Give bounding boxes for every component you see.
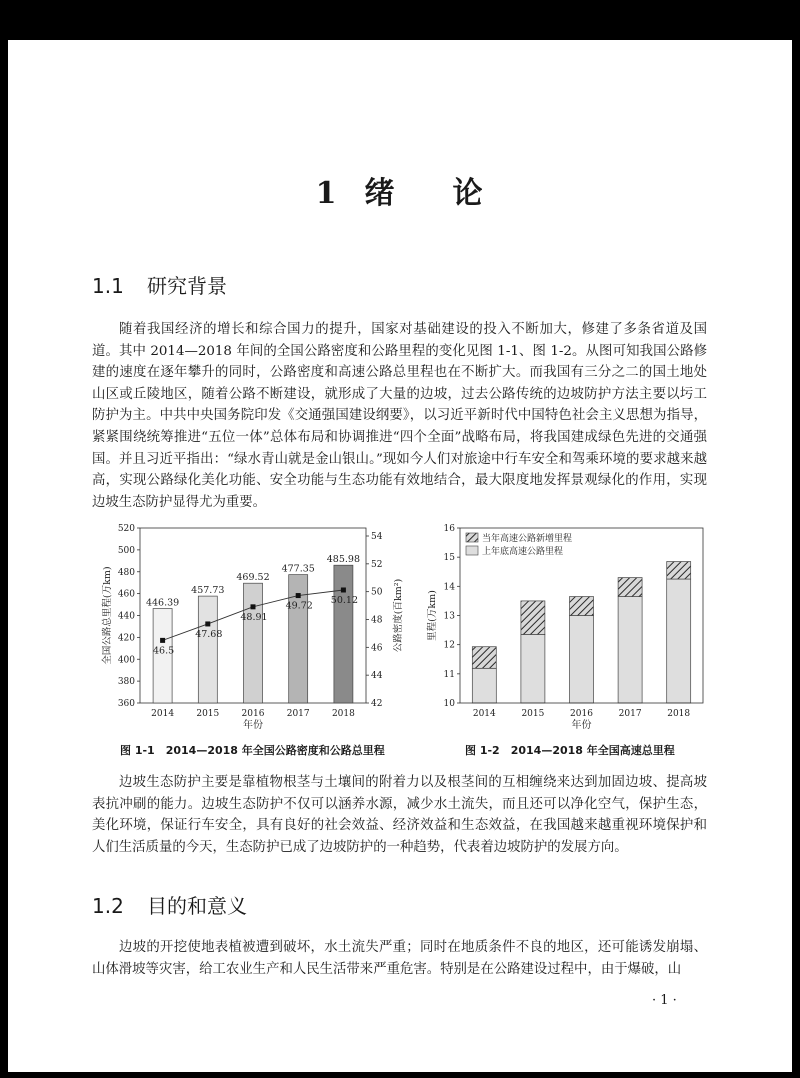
y-tick-label: 15 [443, 553, 455, 564]
x-tick-label: 2016 [241, 709, 265, 719]
y-tick-label: 460 [117, 589, 135, 600]
figure-1-2-caption: 图 1-2 2014—2018 年全国高速总里程 [465, 744, 675, 757]
legend-label-increment: 当年高速公路新增里程 [482, 534, 573, 544]
section-heading-1 [92, 270, 227, 299]
density-data-label: 50.12 [330, 594, 359, 606]
y2-tick-label: 48 [371, 615, 383, 626]
bar-2015 [198, 596, 217, 703]
y-tick-label: 10 [443, 699, 455, 709]
x-tick-label: 2015 [196, 709, 220, 719]
y-tick-label: 16 [443, 524, 455, 534]
base-bar-2014 [472, 668, 496, 703]
section-heading-2 [92, 890, 247, 919]
y2-tick-label: 42 [371, 699, 383, 709]
bar-data-label: 485.98 [326, 554, 361, 566]
legend-label-base: 上年底高速公路里程 [482, 547, 564, 557]
chapter-title-part2: 论 [452, 176, 485, 211]
legend-swatch-increment [466, 533, 478, 542]
base-bar-2017 [618, 597, 642, 703]
y-tick-label: 360 [117, 699, 135, 709]
section-number: 1.2 [92, 894, 124, 918]
bar-data-label: 477.35 [281, 563, 315, 575]
x-tick-label: 2018 [331, 709, 355, 719]
top-frame-bar [0, 0, 800, 40]
y-tick-label: 520 [117, 524, 135, 534]
chapter-title [0, 168, 800, 212]
increment-bar-2014 [472, 647, 496, 669]
density-point [205, 621, 210, 626]
left-frame-bar [0, 0, 8, 1078]
density-point [341, 587, 346, 592]
y-tick-label: 13 [443, 611, 455, 622]
increment-bar-2017 [618, 578, 642, 597]
x-tick-label: 2017 [286, 709, 310, 719]
section-title: 研究背景 [147, 274, 227, 298]
increment-bar-2016 [570, 597, 594, 616]
x-tick-label: 2015 [521, 709, 545, 719]
y-tick-label: 12 [443, 640, 455, 651]
y-tick-label: 440 [117, 611, 135, 622]
density-data-label: 46.5 [153, 645, 175, 657]
bottom-frame-bar [0, 1072, 800, 1078]
base-bar-2018 [667, 579, 691, 703]
y-tick-label: 11 [443, 669, 455, 680]
paragraph-slope-protection: 边坡生态防护主要是靠植物根茎与土壤间的附着力以及根茎间的互相缠绕来达到加固边坡、提高坡表抗冲刷的能力。边坡生态防护不仅可以涵养水源，减少水土流失，而且还可以净化空气，保护生态，美化环境，保证行车安全，具有良好的社会效益、经济效益和生态效益，在我国越来越重视环境保护和人们生活质量的今天，生态防护已成了边坡防护的一种趋势，代表着边坡防护的发展方向。 [92, 775, 707, 855]
chapter-number: 1 [315, 176, 339, 211]
y-tick-label: 420 [117, 633, 135, 644]
bar-2018 [334, 565, 353, 703]
x-axis-label: 年份 [571, 720, 592, 731]
paragraph-purpose: 边坡的开挖使地表植被遭到破坏，水土流失严重；同时在地质条件不良的地区，还可能诱发崩塌、山体滑坡等灾害，给工农业生产和人民生活带来严重危害。特别是在公路建设过程中，由于爆破，山 [92, 940, 707, 977]
y-tick-label: 400 [117, 655, 135, 666]
y-tick-label: 500 [117, 545, 135, 556]
y2-tick-label: 54 [371, 532, 383, 542]
x-tick-label: 2014 [151, 709, 175, 719]
x-axis-label: 年份 [243, 720, 263, 731]
chapter-title-part1: 绪 [364, 176, 397, 211]
bar-data-label: 457.73 [191, 585, 225, 597]
increment-bar-2018 [667, 562, 691, 580]
increment-bar-2015 [521, 601, 545, 635]
bar-data-label: 469.52 [236, 572, 270, 584]
page-number: · 1 · [652, 993, 677, 1008]
x-tick-label: 2016 [570, 709, 593, 719]
section-number: 1.1 [92, 274, 124, 298]
bar-data-label: 446.39 [145, 597, 180, 609]
y2-tick-label: 50 [371, 587, 383, 598]
legend-swatch-base [466, 546, 478, 555]
figure-1-1-caption: 图 1-1 2014—2018 年全国公路密度和公路总里程 [120, 744, 385, 757]
bar-2016 [244, 583, 263, 703]
y2-tick-label: 52 [371, 559, 383, 570]
y2-axis-label: 公路密度(百km²) [393, 578, 404, 653]
y-tick-label: 14 [443, 582, 455, 593]
density-point [160, 638, 165, 643]
y2-tick-label: 44 [371, 671, 383, 682]
right-frame-bar [792, 0, 800, 1078]
figure-1-1-chart [98, 520, 410, 732]
figure-1-2-chart [425, 520, 710, 732]
base-bar-2016 [570, 616, 594, 704]
base-bar-2015 [521, 634, 545, 703]
x-tick-label: 2017 [618, 709, 642, 719]
density-point [251, 604, 256, 609]
density-data-label: 48.91 [240, 611, 268, 623]
density-data-label: 49.72 [285, 600, 313, 612]
y-tick-label: 480 [117, 567, 135, 578]
paragraph-background: 随着我国经济的增长和综合国力的提升，国家对基础建设的投入不断加大，修建了多条省道及国道。其中 2014—2018 年间的全国公路密度和公路里程的变化见图 1-1、图 1-2。从图可知我国公路修建的速度在逐年攀升的同时，公路密度和高速公路总里程也在不断扩大。而我国有三分之二的国土地处山区或丘陵地区，随着公路不断建设，就形成了大量的边坡，过去公路传统的边坡防护方法主要以圬工防护为主。中共中央国务院印发《交通强国建设纲要》，以习近平新时代中国特色社会主义思想为指导，紧紧围绕统筹推进“五位一体”总体布局和协调推进“四个全面”战略布局，将我国建成绿色先进的交通强国。并且习近平指出：“绿水青山就是金山银山。”现如今人们对旅途中行车安全和驾乘环境的要求越来越高，实现公路绿化美化功能、安全功能与生态功能有效地结合，最大限度地发挥景观绿化的作用，实现边坡生态防护显得尤为重要。 [92, 322, 707, 510]
x-tick-label: 2014 [472, 709, 496, 719]
density-data-label: 47.68 [195, 628, 223, 640]
section-title: 目的和意义 [147, 894, 247, 918]
density-point [296, 593, 301, 598]
y-axis-label: 里程(万km) [427, 590, 438, 641]
y-tick-label: 380 [117, 677, 135, 688]
y2-tick-label: 46 [371, 643, 383, 654]
x-tick-label: 2018 [667, 709, 691, 719]
y-axis-label: 全国公路总里程(万km) [102, 566, 113, 665]
